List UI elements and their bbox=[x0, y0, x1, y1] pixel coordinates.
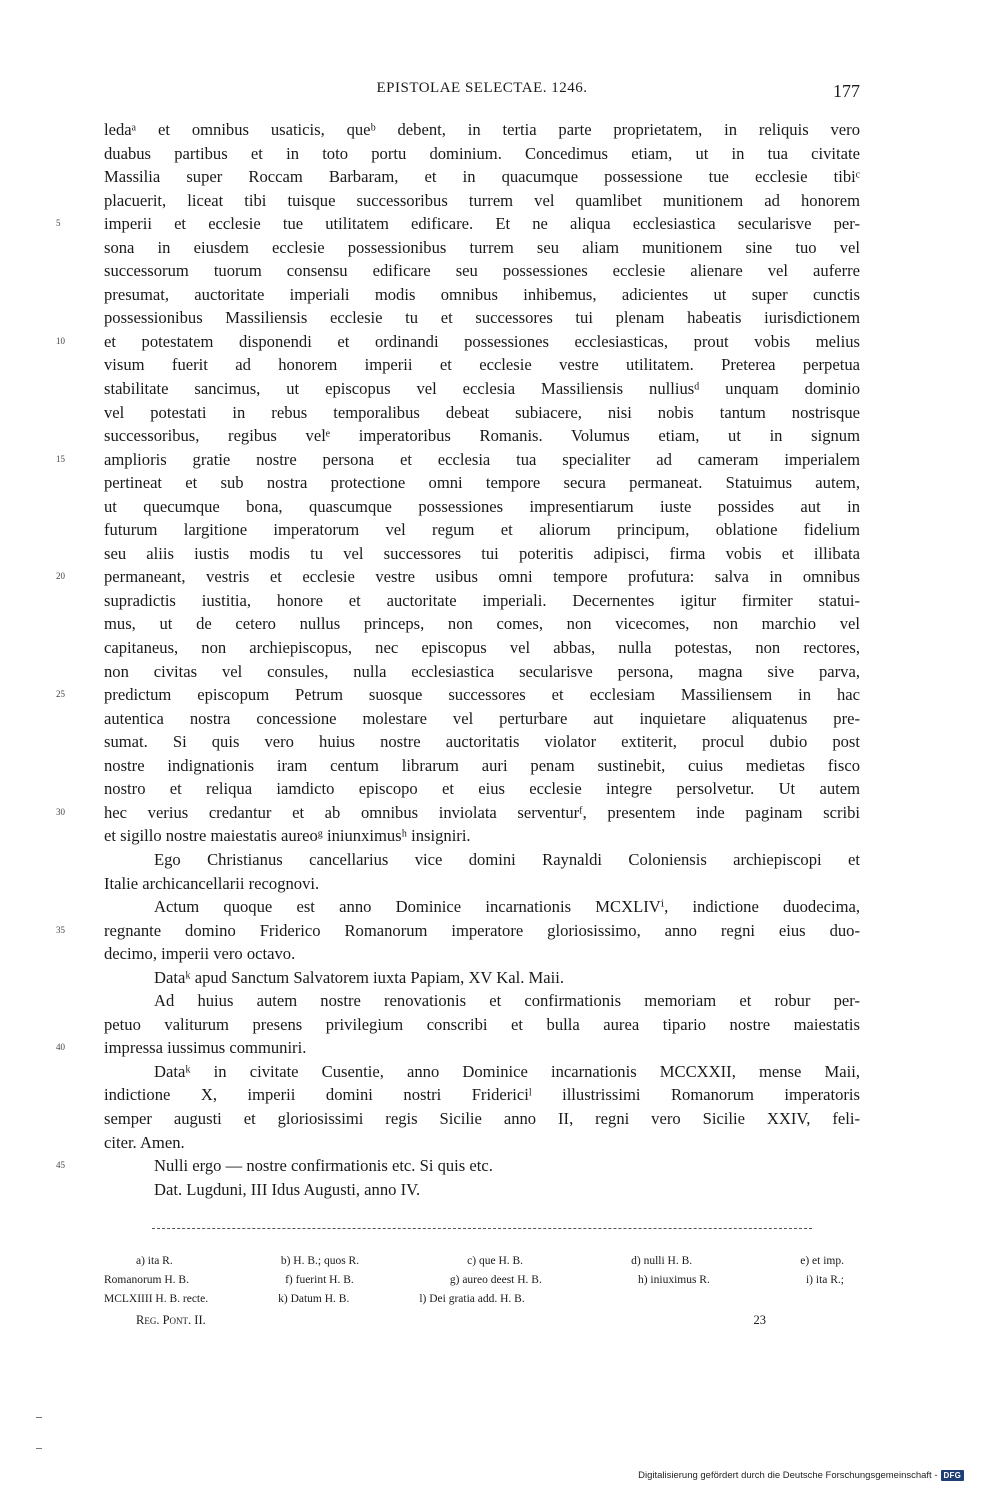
line-text: Ad huius autem nostre renovationis et confirmationis memoriam et robur per- bbox=[154, 991, 860, 1011]
line-number: 20 bbox=[56, 571, 65, 582]
footnote-item: i) ita R.; bbox=[805, 1274, 844, 1286]
footnote-separator bbox=[152, 1228, 812, 1229]
line-text: successoribus, regibus velᵉ imperatoribus Romanis. Volumus etiam, ut in signum bbox=[104, 426, 860, 446]
text-line bbox=[56, 212, 860, 236]
signature-mark: Reg. Pont. II. bbox=[136, 1313, 206, 1327]
line-text: presumat, auctoritate imperiali modis omnibus inhibemus, adicientes ut super cunctis bbox=[104, 284, 860, 304]
digitization-credit bbox=[638, 1470, 964, 1481]
line-text: Dataᵏ in civitate Cusentie, anno Dominice incarnationis MCCXXII, mense Maii, bbox=[154, 1061, 860, 1081]
line-text: sona in eiusdem ecclesie possessionibus turrem seu aliam munitionem sine tuo vel bbox=[104, 237, 860, 257]
line-text: vel potestati in rebus temporalibus debeat subiacere, nisi nobis tantum nostrisque bbox=[104, 402, 860, 422]
document-body bbox=[56, 118, 860, 1201]
text-line bbox=[104, 777, 860, 801]
footnote-item: h) iniuximus R. bbox=[637, 1274, 710, 1286]
text-line bbox=[104, 118, 860, 142]
credit-text: Digitalisierung gefördert durch die Deutsche Forschungsgemeinschaft - bbox=[638, 1470, 938, 1481]
text-line bbox=[104, 353, 860, 377]
text-line bbox=[104, 471, 860, 495]
text-line bbox=[104, 942, 860, 966]
text-line bbox=[56, 565, 860, 589]
line-text: possessionibus Massiliensis ecclesie tu et successores tui plenam habeatis iurisdictionem bbox=[104, 308, 860, 328]
line-text: regnante domino Friderico Romanorum imperatore gloriosissimo, anno regni eius duo- bbox=[104, 920, 860, 940]
text-line bbox=[104, 283, 860, 307]
footnote-item: c) que H. B. bbox=[467, 1255, 524, 1267]
text-line bbox=[104, 142, 860, 166]
text-line bbox=[56, 1154, 860, 1178]
footnote-item: a) ita R. bbox=[136, 1255, 173, 1267]
line-text: amplioris gratie nostre persona et ecclesia tua specialiter ad cameram imperialem bbox=[104, 449, 860, 469]
line-number: 45 bbox=[56, 1160, 65, 1171]
line-number: 35 bbox=[56, 924, 65, 935]
line-text: impressa iussimus communiri. bbox=[104, 1038, 307, 1058]
footnote-item: g) aureo deest H. B. bbox=[449, 1274, 542, 1286]
line-text: citer. Amen. bbox=[104, 1132, 185, 1152]
line-text: stabilitate sancimus, ut episcopus vel ecclesia Massiliensis nulliusᵈ unquam dominio bbox=[104, 379, 860, 399]
text-line bbox=[104, 848, 860, 872]
footnote-item: b) H. B.; quos R. bbox=[280, 1255, 360, 1267]
footnote-item: Romanorum H. B. bbox=[104, 1274, 189, 1286]
text-line bbox=[104, 165, 860, 189]
footnote-item: d) nulli H. B. bbox=[631, 1255, 693, 1267]
line-text: Dataᵏ apud Sanctum Salvatorem iuxta Papiam, XV Kal. Maii. bbox=[154, 967, 565, 987]
text-line bbox=[104, 518, 860, 542]
footnote-line bbox=[104, 1290, 844, 1309]
text-line bbox=[104, 236, 860, 260]
page-header bbox=[104, 80, 860, 104]
text-line bbox=[56, 683, 860, 707]
margin-mark bbox=[36, 1448, 42, 1449]
line-text: hec verius credantur et ab omnibus inviolata serventurᶠ, presentem inde paginam scribi bbox=[104, 802, 860, 822]
line-text: seu aliis iustis modis tu vel successores tui poteritis adipisci, firma vobis et illibata bbox=[104, 543, 860, 563]
footnote-line bbox=[104, 1271, 844, 1290]
line-text: nostre indignationis iram centum librarum auri penam sustinebit, cuius medietas fisco bbox=[104, 755, 860, 775]
text-line bbox=[104, 542, 860, 566]
line-text: indictione X, imperii domini nostri Fridericiˡ illustrissimi Romanorum imperatoris bbox=[104, 1085, 860, 1105]
footnote-item: f) fuerint H. B. bbox=[285, 1274, 354, 1286]
line-text: mus, ut de cetero nullus princeps, non comes, non vicecomes, non marchio vel bbox=[104, 614, 860, 634]
text-line bbox=[104, 730, 860, 754]
line-text: autentica nostra concessione molestare vel perturbare aut inquietare aliquatenus pre- bbox=[104, 708, 860, 728]
text-line bbox=[104, 589, 860, 613]
text-line bbox=[104, 424, 860, 448]
text-line bbox=[104, 306, 860, 330]
line-text: imperii et ecclesie tue utilitatem edificare. Et ne aliqua ecclesiastica secularisve per- bbox=[104, 214, 860, 234]
line-number: 30 bbox=[56, 806, 65, 817]
text-line bbox=[104, 636, 860, 660]
text-line bbox=[104, 895, 860, 919]
text-line bbox=[104, 754, 860, 778]
footnote-item: MCLXIIII H. B. recte. bbox=[104, 1293, 209, 1305]
text-line bbox=[104, 189, 860, 213]
line-text: Massilia super Roccam Barbaram, et in quacumque possessione tue ecclesie tibiᶜ bbox=[104, 167, 860, 187]
text-line bbox=[104, 1178, 860, 1202]
line-text: ledaᵃ et omnibus usaticis, queᵇ debent, in tertia parte proprietatem, in reliquis vero bbox=[104, 120, 860, 139]
text-line bbox=[56, 448, 860, 472]
text-line bbox=[104, 660, 860, 684]
line-text: et potestatem disponendi et ordinandi possessiones ecclesiasticas, prout vobis melius bbox=[104, 331, 860, 351]
running-title: EPISTOLAE SELECTAE. 1246. bbox=[376, 80, 588, 96]
dfg-logo-icon: DFG bbox=[941, 1470, 965, 1481]
line-text: petuo valiturum presens privilegium conscribi et bulla aurea tipario nostre maiestatis bbox=[104, 1014, 860, 1034]
footnote-item: l) Dei gratia add. H. B. bbox=[419, 1293, 525, 1305]
line-text: placuerit, liceat tibi tuisque successoribus turrem vel quamlibet munitionem ad honorem bbox=[104, 190, 860, 210]
margin-mark bbox=[36, 1417, 42, 1418]
footnote-line bbox=[104, 1252, 844, 1271]
text-line bbox=[104, 1013, 860, 1037]
line-number: 5 bbox=[56, 218, 61, 229]
text-line bbox=[104, 612, 860, 636]
line-number: 40 bbox=[56, 1042, 65, 1053]
line-text: et sigillo nostre maiestatis aureoᵍ iniunximusʰ insigniri. bbox=[104, 826, 471, 846]
text-line bbox=[104, 1083, 860, 1107]
text-line bbox=[104, 495, 860, 519]
footnote-item: e) et imp. bbox=[800, 1255, 844, 1267]
line-text: predictum episcopum Petrum suosque successores et ecclesiam Massiliensem in hac bbox=[104, 685, 860, 705]
text-line bbox=[104, 401, 860, 425]
line-text: semper augusti et gloriosissimi regis Sicilie anno II, regni vero Sicilie XXIV, feli- bbox=[104, 1108, 860, 1128]
line-text: Nulli ergo — nostre confirmationis etc. Si quis etc. bbox=[154, 1156, 493, 1176]
line-text: Actum quoque est anno Dominice incarnationis MCXLIVⁱ, indictione duodecima, bbox=[154, 897, 860, 917]
text-line bbox=[56, 919, 860, 943]
text-line bbox=[104, 1131, 860, 1155]
line-text: sumat. Si quis vero huius nostre auctoritatis violator extiterit, procul dubio post bbox=[104, 732, 860, 752]
line-text: non civitas vel consules, nulla ecclesiastica secularisve persona, magna sive parva, bbox=[104, 661, 860, 681]
text-line bbox=[104, 966, 860, 990]
signature-number: 23 bbox=[753, 1313, 766, 1327]
line-number: 15 bbox=[56, 453, 65, 464]
line-text: nostro et reliqua iamdicto episcopo et eius ecclesie integre persolvetur. Ut autem bbox=[104, 779, 860, 799]
line-text: pertineat et sub nostra protectione omni tempore secura permaneat. Statuimus autem, bbox=[104, 473, 860, 493]
line-text: futurum largitione imperatorum vel regum et aliorum principum, oblatione fidelium bbox=[104, 520, 860, 540]
line-text: permaneant, vestris et ecclesie vestre usibus omni tempore profutura: salva in omnibus bbox=[104, 567, 860, 587]
page-number: 177 bbox=[833, 81, 860, 101]
text-line bbox=[56, 801, 860, 825]
text-line bbox=[104, 377, 860, 401]
line-text: decimo, imperii vero octavo. bbox=[104, 944, 296, 964]
text-line bbox=[104, 824, 860, 848]
footnote-item: k) Datum H. B. bbox=[278, 1293, 350, 1305]
line-number: 10 bbox=[56, 335, 65, 346]
line-text: Ego Christianus cancellarius vice domini Raynaldi Coloniensis archiepiscopi et bbox=[154, 849, 860, 869]
line-text: capitaneus, non archiepiscopus, nec episcopus vel abbas, nulla potestas, non rectores, bbox=[104, 638, 860, 658]
text-line bbox=[56, 330, 860, 354]
text-line bbox=[104, 872, 860, 896]
line-number: 25 bbox=[56, 689, 65, 700]
text-line bbox=[104, 707, 860, 731]
line-text: Italie archicancellarii recognovi. bbox=[104, 873, 320, 893]
text-line bbox=[104, 989, 860, 1013]
line-text: duabus partibus et in toto portu dominium. Concedimus etiam, ut in tua civitate bbox=[104, 143, 860, 163]
text-line bbox=[56, 1036, 860, 1060]
text-line bbox=[104, 259, 860, 283]
text-line bbox=[104, 1107, 860, 1131]
page-signature bbox=[136, 1313, 766, 1328]
line-text: ut quecumque bona, quascumque possessiones impresentiarum iuste possides aut in bbox=[104, 496, 860, 516]
line-text: supradictis iustitia, honore et auctoritate imperiali. Decernentes igitur firmiter statui- bbox=[104, 590, 860, 610]
line-text: visum fuerit ad honorem imperii et ecclesie vestre utilitatem. Preterea perpetua bbox=[104, 355, 860, 375]
text-line bbox=[104, 1060, 860, 1084]
line-text: successorum tuorum consensu edificare seu possessiones ecclesie alienare vel auferre bbox=[104, 261, 860, 281]
line-text: Dat. Lugduni, III Idus Augusti, anno IV. bbox=[154, 1179, 421, 1199]
footnotes bbox=[104, 1252, 844, 1309]
